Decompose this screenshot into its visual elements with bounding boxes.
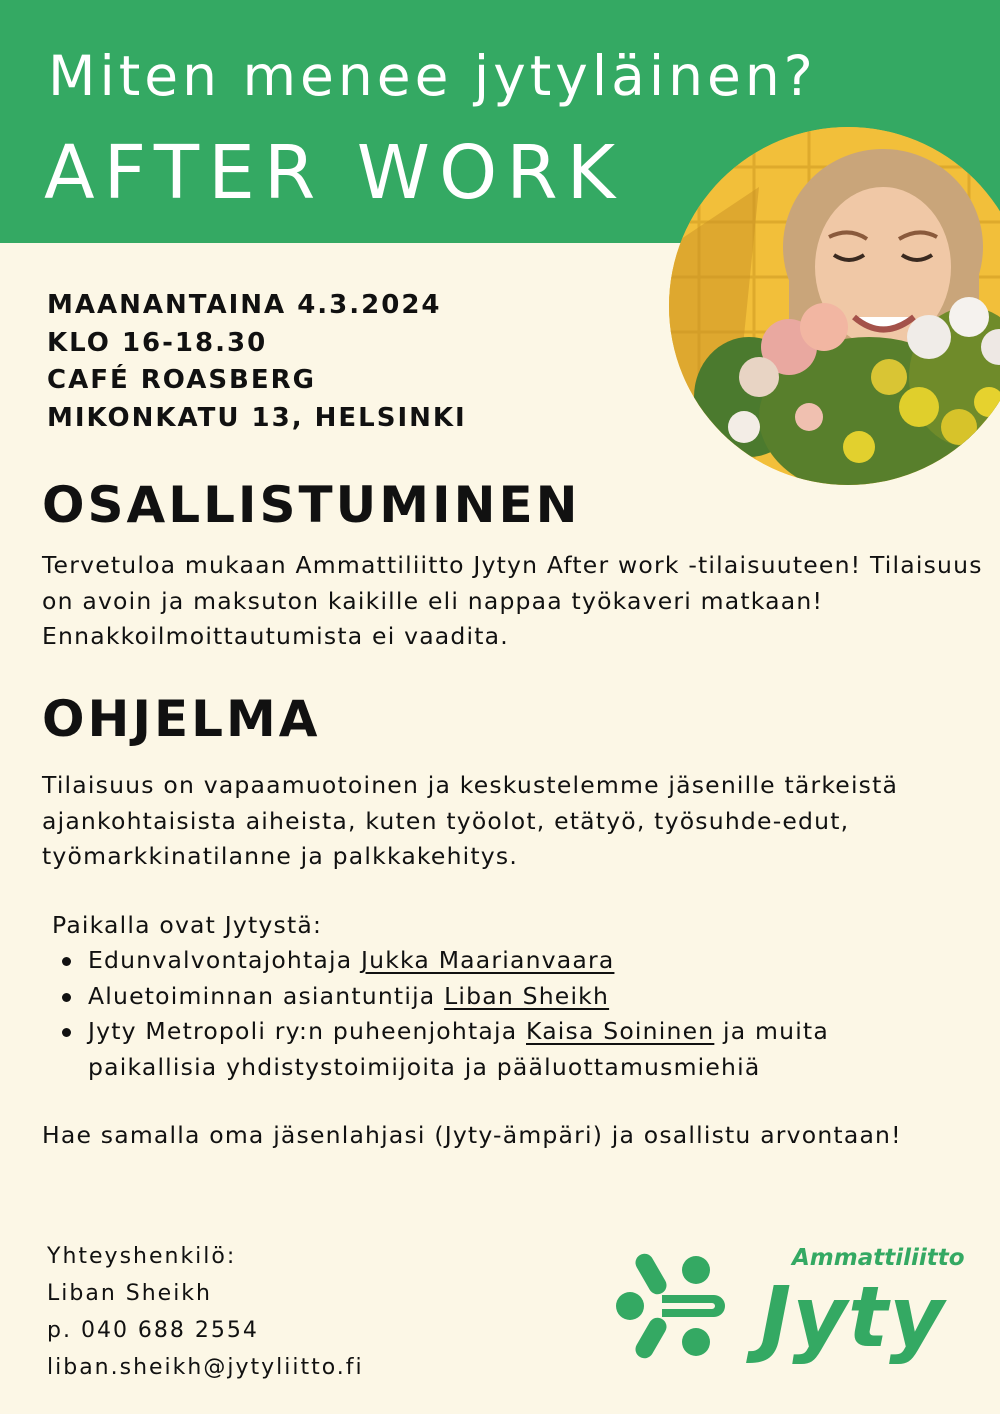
person-role: Jyty Metropoli ry:n puheenjohtaja	[88, 1017, 526, 1045]
event-date: MAANANTAINA 4.3.2024	[47, 290, 442, 320]
contact-block	[47, 1238, 364, 1386]
people-list	[42, 943, 942, 1085]
person-link-jukka[interactable]: Jukka Maarianvaara	[361, 946, 615, 974]
bullet-icon	[62, 957, 71, 966]
person-role: Edunvalvontajohtaja	[88, 946, 361, 974]
event-venue: CAFÉ ROASBERG	[47, 365, 316, 395]
contact-email[interactable]: liban.sheikh@jytyliitto.fi	[47, 1355, 364, 1380]
jyty-logo-icon	[612, 1248, 742, 1363]
list-item	[42, 943, 942, 979]
event-address: MIKONKATU 13, HELSINKI	[47, 402, 467, 433]
program-heading: OHJELMA	[42, 690, 321, 748]
event-details	[47, 287, 467, 437]
person-suffix: ja muita paikallisia yhdistystoimijoita ja pääluottamusmiehiä	[88, 1017, 829, 1081]
bullet-icon	[62, 1028, 71, 1037]
list-item	[42, 1014, 942, 1085]
person-link-liban[interactable]: Liban Sheikh	[444, 981, 610, 1010]
woman-with-flowers-photo	[669, 127, 1000, 485]
header-title: AFTER WORK	[44, 130, 625, 216]
bullet-icon	[62, 993, 71, 1002]
program-text: Tilaisuus on vapaamuotoinen ja keskustelemme jäsenille tärkeistä ajankohtaisista aiheista, kuten työolot, etätyö, työsuhde-edut, työmarkkinatilanne ja palkkakehitys.	[42, 771, 899, 870]
present-title: Paikalla ovat Jytystä:	[52, 911, 323, 939]
logo-text-small: Ammattiliitto	[792, 1245, 965, 1271]
header-subtitle: Miten menee jytyläinen?	[48, 44, 817, 108]
event-time: KLO 16-18.30	[47, 327, 268, 358]
logo-text-big: Jyty	[760, 1268, 945, 1366]
participation-text: Tervetuloa mukaan Ammattiliitto Jytyn After work -tilaisuuteen! Tilaisuus on avoin ja maksuton kaikille eli nappaa työkaveri matkaan! Ennakkoilmoittautumista ei vaadita.	[42, 551, 983, 650]
contact-phone: p. 040 688 2554	[47, 1318, 259, 1343]
list-item	[42, 979, 942, 1015]
contact-name: Liban Sheikh	[47, 1281, 212, 1306]
contact-label: Yhteyshenkilö:	[47, 1244, 237, 1269]
participation-heading: OSALLISTUMINEN	[42, 476, 581, 534]
person-link-kaisa[interactable]: Kaisa Soininen	[526, 1017, 715, 1045]
person-role: Aluetoiminnan asiantuntija	[88, 981, 445, 1010]
gift-text: Hae samalla oma jäsenlahjasi (Jyty-ämpäri) ja osallistu arvontaan!	[42, 1121, 902, 1149]
